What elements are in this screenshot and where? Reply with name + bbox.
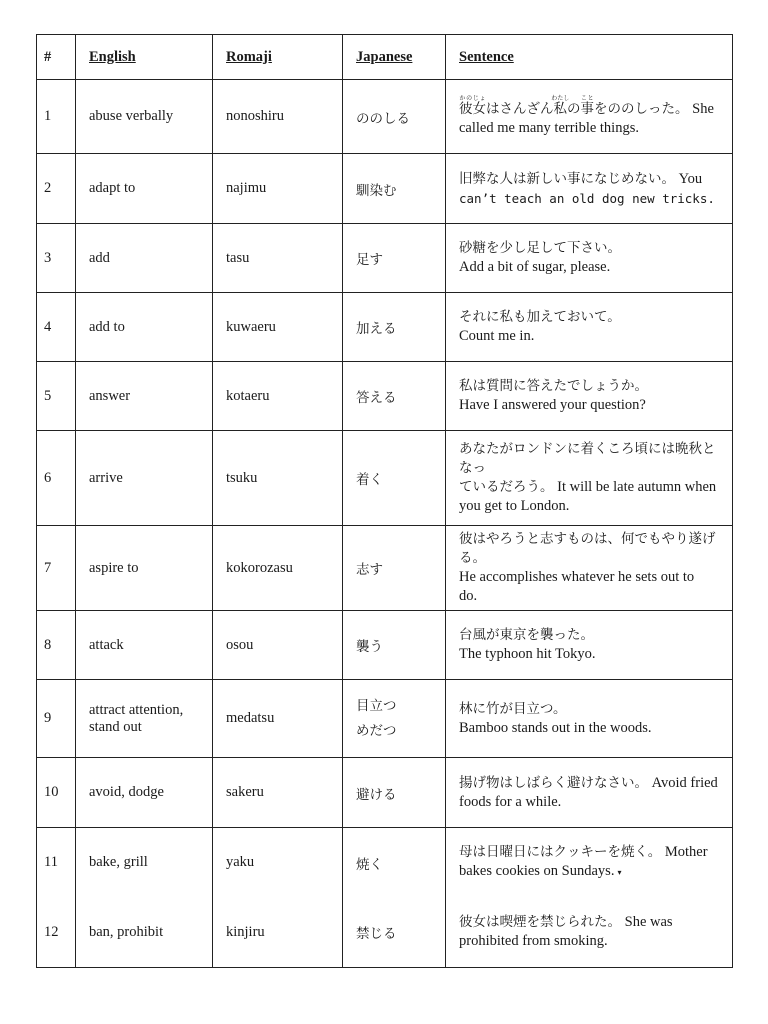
sentence-japanese: 母は日曜日にはクッキーを焼く。 xyxy=(459,844,662,861)
row-number: 6 xyxy=(37,431,76,526)
row-number: 12 xyxy=(37,898,76,968)
sentence-cell xyxy=(446,293,733,362)
table-row xyxy=(37,758,733,828)
sentence-english: He accomplishes whatever he sets out to xyxy=(459,569,695,585)
english-cell: bake, grill xyxy=(76,828,213,898)
table-row xyxy=(37,362,733,431)
row-number: 2 xyxy=(37,154,76,224)
sentence-japanese: 台風が東京を襲った。 xyxy=(459,627,594,643)
sentence-english-inline: It will be late autumn when xyxy=(557,479,717,495)
sentence-english: foods for a while. xyxy=(459,793,562,810)
table-row xyxy=(37,898,733,968)
sentence-cell xyxy=(446,154,733,224)
romaji-cell: kuwaeru xyxy=(213,293,343,362)
japanese-cell: 避ける xyxy=(343,758,446,828)
english-cell xyxy=(76,680,213,758)
japanese-cell: 焼く xyxy=(343,828,446,898)
japanese-cell: 着く xyxy=(343,431,446,526)
japanese-kana: めだつ xyxy=(356,722,397,739)
table-row xyxy=(37,293,733,362)
header-english: English xyxy=(76,35,213,80)
japanese-cell: 馴染む xyxy=(343,154,446,224)
sentence-english: prohibited from smoking. xyxy=(459,933,608,950)
sentence-english: can’t teach an old dog new tricks. xyxy=(459,190,715,206)
header-japanese: Japanese xyxy=(343,35,446,80)
sentence-cell xyxy=(446,898,733,968)
english-cell: answer xyxy=(76,362,213,431)
sentence-cell xyxy=(446,224,733,293)
english-cell: avoid, dodge xyxy=(76,758,213,828)
row-number: 4 xyxy=(37,293,76,362)
english-line-1: attract attention, xyxy=(89,701,184,718)
sentence-english-inline: You xyxy=(678,170,703,187)
romaji-cell: kotaeru xyxy=(213,362,343,431)
english-cell: ban, prohibit xyxy=(76,898,213,968)
sentence-english: Have I answered your question? xyxy=(459,397,646,413)
sentence-english-inline: Mother xyxy=(664,844,708,861)
english-cell: attack xyxy=(76,611,213,680)
table-row xyxy=(37,611,733,680)
sentence-cell xyxy=(446,362,733,431)
sentence-english: bakes cookies on Sundays. xyxy=(459,863,615,880)
sentence-cell xyxy=(446,680,733,758)
sentence-japanese: それに私も加えておいて。 xyxy=(459,309,621,325)
sentence-english: Add a bit of sugar, please. xyxy=(459,259,611,275)
romaji-cell: kokorozasu xyxy=(213,526,343,611)
table-row xyxy=(37,680,733,758)
japanese-cell: 答える xyxy=(343,362,446,431)
sentence-japanese: 彼女かのじょはさんざん私わたしの事ことをののしった。 xyxy=(459,95,689,117)
english-cell: arrive xyxy=(76,431,213,526)
japanese-cell: 襲う xyxy=(343,611,446,680)
sentence-japanese: 砂糖を少し足して下さい。 xyxy=(459,240,621,256)
japanese-cell: 禁じる xyxy=(343,898,446,968)
header-row xyxy=(37,35,733,80)
romaji-cell: najimu xyxy=(213,154,343,224)
header-num: # xyxy=(37,35,76,80)
table-row xyxy=(37,431,733,526)
sentence-english-inline: Avoid fried xyxy=(651,774,718,791)
sentence-cell xyxy=(446,828,733,898)
romaji-cell: tsuku xyxy=(213,431,343,526)
japanese-cell: 加える xyxy=(343,293,446,362)
english-cell: aspire to xyxy=(76,526,213,611)
sentence-english: Count me in. xyxy=(459,328,535,344)
header-romaji: Romaji xyxy=(213,35,343,80)
dropdown-arrow-icon[interactable]: ▾ xyxy=(617,868,622,878)
sentence-english-inline: She was xyxy=(624,914,673,931)
japanese-cell: 志す xyxy=(343,526,446,611)
sentence-english-cont: do. xyxy=(459,588,478,604)
sentence-cell xyxy=(446,431,733,526)
english-cell: add xyxy=(76,224,213,293)
row-number: 10 xyxy=(37,758,76,828)
japanese-cell xyxy=(343,680,446,758)
japanese-kanji: 目立つ xyxy=(356,697,397,714)
sentence-english: Bamboo stands out in the woods. xyxy=(459,719,652,736)
sentence-english: you get to London. xyxy=(459,498,570,514)
table-row xyxy=(37,80,733,154)
japanese-cell: 足す xyxy=(343,224,446,293)
english-line-2: stand out xyxy=(89,718,142,735)
sentence-cell xyxy=(446,758,733,828)
header-sentence: Sentence xyxy=(446,35,733,80)
sentence-english: The typhoon hit Tokyo. xyxy=(459,646,596,662)
table-row xyxy=(37,526,733,611)
row-number: 9 xyxy=(37,680,76,758)
table-row xyxy=(37,154,733,224)
row-number: 8 xyxy=(37,611,76,680)
romaji-cell: nonoshiru xyxy=(213,80,343,154)
row-number: 7 xyxy=(37,526,76,611)
sentence-japanese: 林に竹が目立つ。 xyxy=(459,700,567,717)
japanese-cell: ののしる xyxy=(343,80,446,154)
row-number: 11 xyxy=(37,828,76,898)
sentence-japanese-cont: ているだろう。 xyxy=(459,479,554,495)
sentence-english-inline: She xyxy=(692,101,714,117)
romaji-cell: tasu xyxy=(213,224,343,293)
row-number: 5 xyxy=(37,362,76,431)
romaji-cell: osou xyxy=(213,611,343,680)
english-cell: adapt to xyxy=(76,154,213,224)
sentence-japanese: 揚げ物はしばらく避けなさい。 xyxy=(459,774,648,791)
sentence-english: called me many terrible things. xyxy=(459,120,639,136)
romaji-cell: yaku xyxy=(213,828,343,898)
sentence-cell xyxy=(446,80,733,154)
sentence-cell xyxy=(446,526,733,611)
romaji-cell: medatsu xyxy=(213,680,343,758)
english-cell: add to xyxy=(76,293,213,362)
romaji-cell: kinjiru xyxy=(213,898,343,968)
table-row xyxy=(37,224,733,293)
sentence-japanese: 彼女は喫煙を禁じられた。 xyxy=(459,914,621,931)
row-number: 1 xyxy=(37,80,76,154)
vocabulary-table xyxy=(36,34,733,968)
sentence-cell xyxy=(446,611,733,680)
row-number: 3 xyxy=(37,224,76,293)
table-row xyxy=(37,828,733,898)
sentence-japanese: 彼はやろうと志すものは、何でもやり遂げる。 xyxy=(459,531,716,566)
sentence-japanese: 私は質問に答えたでしょうか。 xyxy=(459,378,648,394)
english-cell: abuse verbally xyxy=(76,80,213,154)
sentence-japanese: あなたがロンドンに着くころ頃には晩秋となっ xyxy=(459,441,716,476)
romaji-cell: sakeru xyxy=(213,758,343,828)
sentence-japanese: 旧弊な人は新しい事になじめない。 xyxy=(459,170,675,187)
